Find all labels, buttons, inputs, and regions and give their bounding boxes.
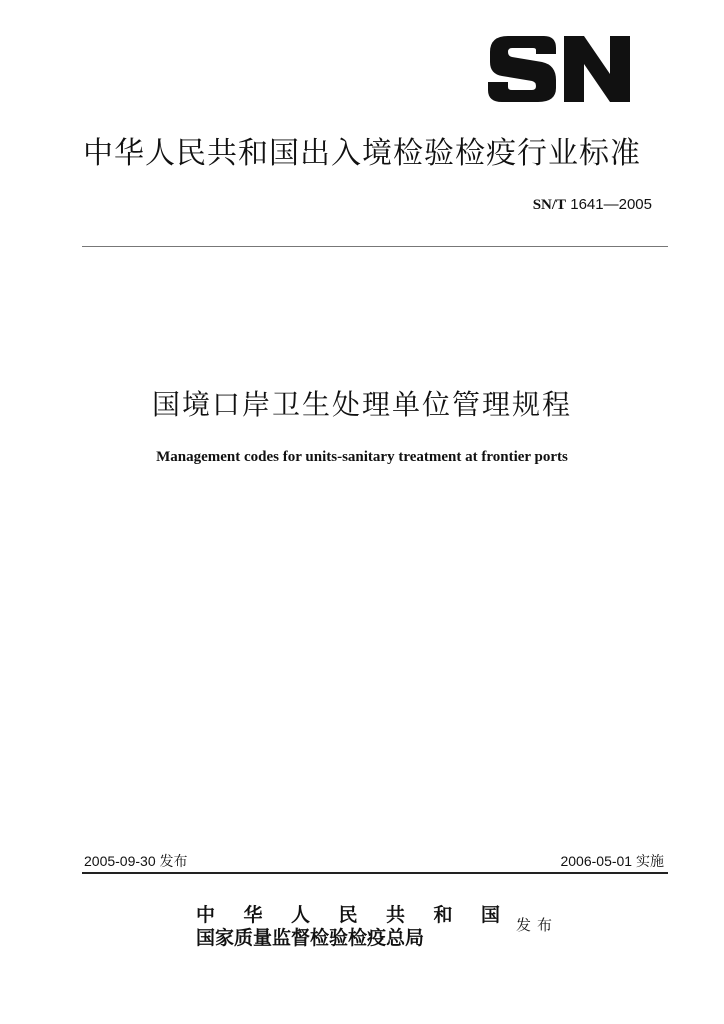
- issuer-country: 中 华 人 民 共 和 国: [196, 904, 500, 926]
- sn-logo-graphic: [486, 34, 632, 104]
- standard-code: 1641—2005: [570, 196, 652, 213]
- implementation-date: 2006-05-01 实施: [560, 853, 664, 869]
- standard-category-heading: 中华人民共和国出入境检验检疫行业标准: [83, 136, 641, 171]
- bottom-divider: [82, 872, 668, 874]
- sn-logo-letter-s: [488, 36, 556, 102]
- top-divider: [82, 246, 668, 247]
- document-title-english: Management codes for units-sanitary treatment at frontier ports: [156, 449, 568, 465]
- standard-prefix: SN/T: [532, 197, 567, 213]
- issuer-agency: 国家质量监督检验检疫总局: [196, 927, 425, 949]
- standard-number: [533, 196, 652, 214]
- sn-logo-letter-n: [564, 36, 630, 102]
- document-title-chinese: 国境口岸卫生处理单位管理规程: [151, 388, 572, 421]
- publish-label: 发布: [516, 916, 559, 934]
- sn-logo: [486, 34, 632, 104]
- issue-date: 2005-09-30 发布: [84, 853, 188, 869]
